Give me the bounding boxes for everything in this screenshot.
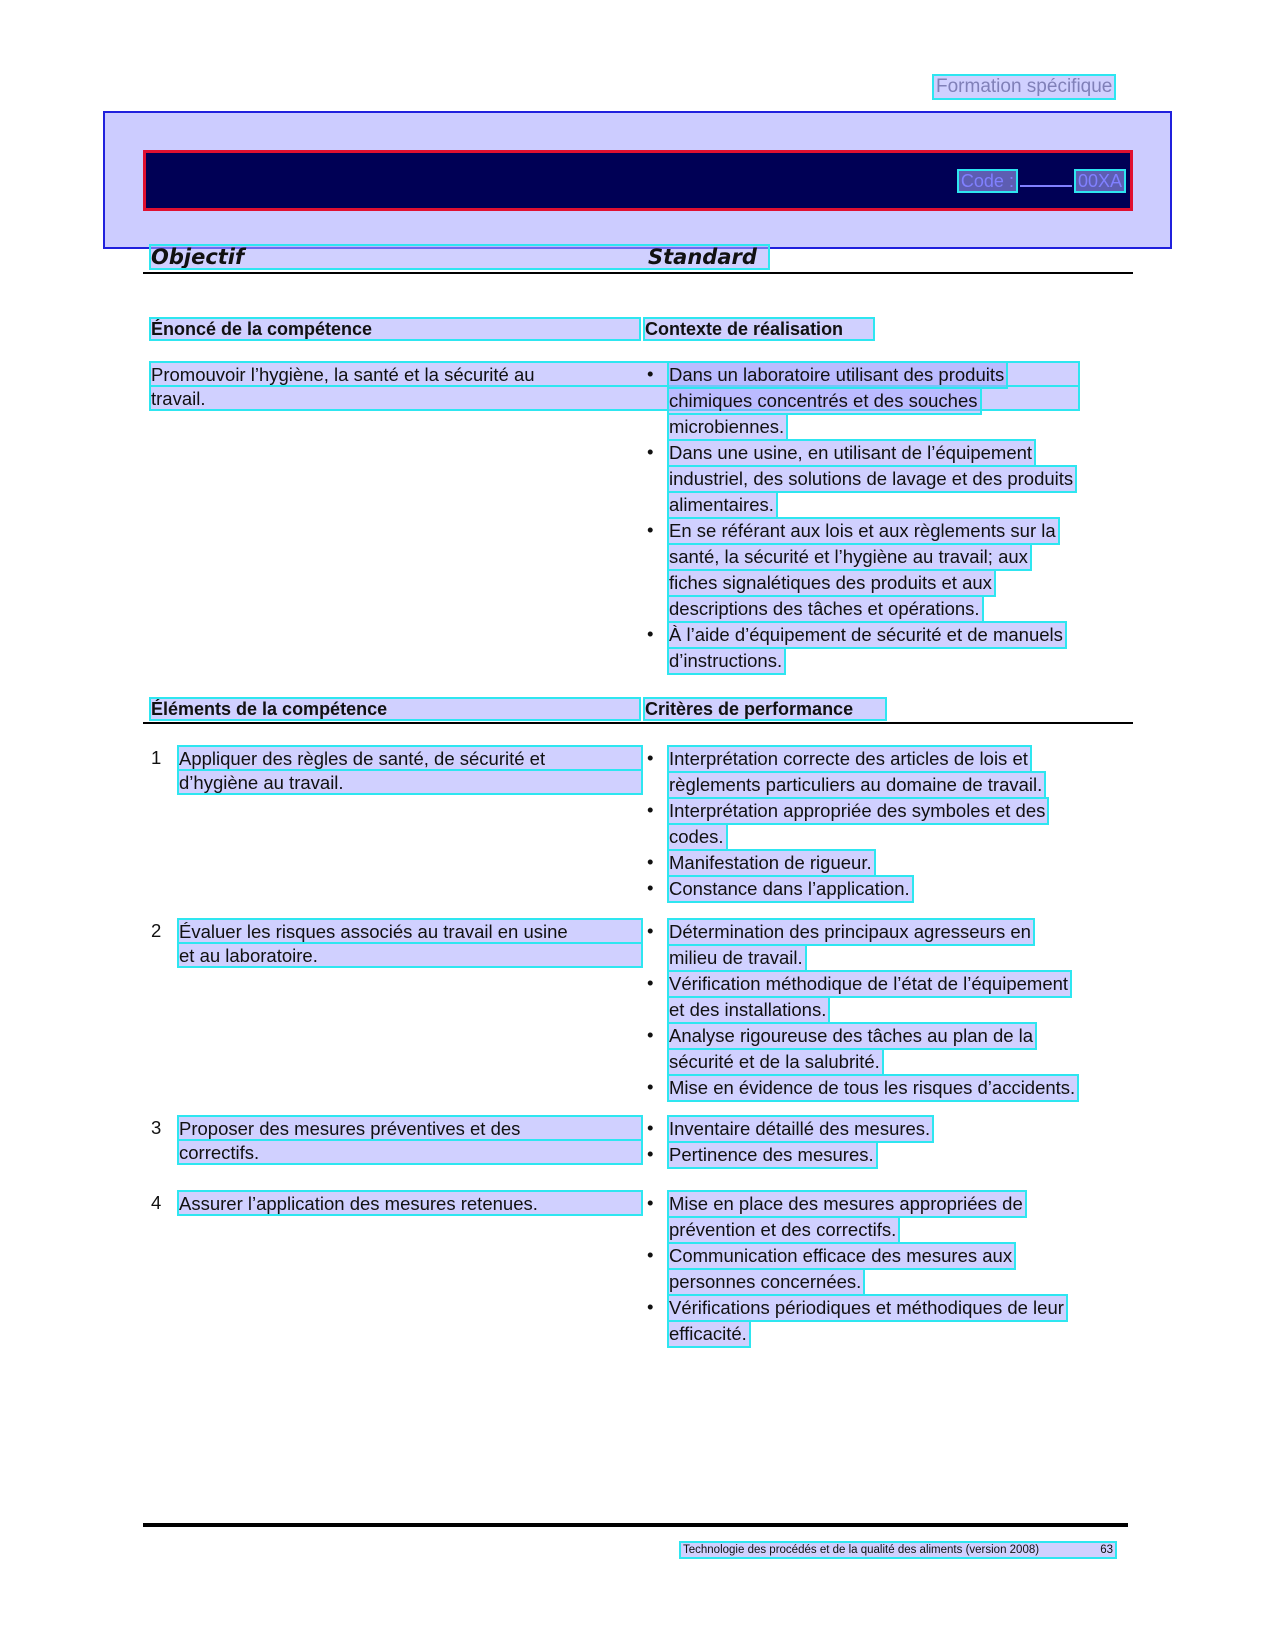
bullet-item	[647, 623, 1075, 673]
element-text	[179, 1192, 641, 1216]
bullet-item	[647, 1143, 932, 1167]
code-label: Code :	[960, 171, 1014, 191]
text-line: Dans un laboratoire utilisant des produits	[669, 364, 1005, 385]
bullet-item	[647, 1244, 1066, 1294]
bullet-icon: •	[647, 1143, 654, 1164]
bullet-icon: •	[647, 1024, 654, 1045]
objectif-heading	[151, 246, 768, 268]
contexte-title: Contexte de réalisation	[645, 319, 873, 339]
elements-title: Éléments de la compétence	[151, 699, 639, 719]
bullet-item	[647, 1076, 1077, 1100]
contexte-list	[647, 363, 1075, 675]
criteria-list	[647, 920, 1077, 1102]
text-line: En se référant aux lois et aux règlements sur la	[669, 520, 1056, 541]
element-number: 3	[151, 1117, 162, 1138]
footer	[681, 1543, 1115, 1557]
text-line: sécurité et de la salubrité.	[669, 1051, 880, 1072]
element-text	[179, 920, 641, 968]
footer-rule	[143, 1523, 1128, 1527]
bullet-icon: •	[647, 519, 654, 540]
text-line: Interprétation appropriée des symboles et des	[669, 800, 1046, 821]
text-line: alimentaires.	[669, 494, 774, 515]
objectif-label: Objectif	[151, 245, 245, 269]
bullet-icon: •	[647, 363, 654, 384]
elements-divider	[143, 722, 1133, 724]
text-line: fiches signalétiques des produits et aux	[669, 572, 992, 593]
text-line: travail.	[151, 387, 1078, 409]
text-line: chimiques concentrés et des souches	[669, 390, 978, 411]
text-line: et au laboratoire.	[179, 944, 641, 966]
text-line: Constance dans l’application.	[669, 878, 910, 899]
bullet-item	[647, 877, 1047, 901]
text-line: descriptions des tâches et opérations.	[669, 598, 980, 619]
code-field	[959, 171, 1124, 191]
bullet-icon: •	[647, 920, 654, 941]
bullet-icon: •	[647, 851, 654, 872]
text-line: Manifestation de rigueur.	[669, 852, 872, 873]
bullet-item	[647, 363, 1075, 439]
text-line: Proposer des mesures préventives et des	[179, 1117, 641, 1139]
text-line: Vérifications périodiques et méthodiques de leur	[669, 1297, 1064, 1318]
text-line: personnes concernées.	[669, 1271, 862, 1292]
text-line: À l’aide d’équipement de sécurité et de manuels	[669, 624, 1063, 645]
text-line: Pertinence des mesures.	[669, 1144, 874, 1165]
code-bar	[143, 150, 1133, 211]
text-line: correctifs.	[179, 1141, 641, 1163]
bullet-icon: •	[647, 972, 654, 993]
standard-label: Standard	[648, 245, 757, 269]
element-text	[179, 1117, 641, 1165]
text-line: d’instructions.	[669, 650, 783, 671]
text-line: santé, la sécurité et l’hygiène au travail; aux	[669, 546, 1028, 567]
text-line: industriel, des solutions de lavage et des produits	[669, 468, 1074, 489]
criteria-list	[647, 747, 1047, 903]
page-number: 63	[1100, 1544, 1113, 1556]
text-line: Appliquer des règles de santé, de sécurité et	[179, 747, 641, 769]
bullet-icon: •	[647, 1076, 654, 1097]
text-line: Évaluer les risques associés au travail en usine	[179, 920, 641, 942]
text-line: codes.	[669, 826, 724, 847]
footer-title: Technologie des procédés et de la qualité des aliments (version 2008)	[683, 1544, 1040, 1556]
section-divider	[143, 272, 1133, 274]
text-line: Analyse rigoureuse des tâches au plan de la	[669, 1025, 1034, 1046]
bullet-item	[647, 1192, 1066, 1242]
bullet-item	[647, 920, 1077, 970]
text-line: efficacité.	[669, 1323, 747, 1344]
text-line: prévention et des correctifs.	[669, 1219, 897, 1240]
text-line: d’hygiène au travail.	[179, 771, 641, 793]
bullet-item	[647, 972, 1077, 1022]
text-line: Inventaire détaillé des mesures.	[669, 1118, 931, 1139]
bullet-item	[647, 441, 1075, 517]
program-label: Formation spécifique	[936, 76, 1113, 97]
text-line: Mise en évidence de tous les risques d’accidents.	[669, 1077, 1076, 1098]
bullet-icon: •	[647, 623, 654, 644]
bullet-icon: •	[647, 1244, 654, 1265]
text-line: règlements particuliers au domaine de travail.	[669, 774, 1043, 795]
text-line: Détermination des principaux agresseurs en	[669, 921, 1031, 942]
text-line: Communication efficace des mesures aux	[669, 1245, 1013, 1266]
text-line: Dans une usine, en utilisant de l’équipement	[669, 442, 1033, 463]
bullet-item	[647, 1296, 1066, 1346]
element-number: 1	[151, 747, 162, 768]
bullet-icon: •	[647, 1296, 654, 1317]
bullet-icon: •	[647, 1192, 654, 1213]
criteria-title: Critères de performance	[645, 699, 885, 719]
text-line: Interprétation correcte des articles de lois et	[669, 748, 1028, 769]
bullet-icon: •	[647, 441, 654, 462]
bullet-item	[647, 799, 1047, 849]
criteria-list	[647, 1192, 1066, 1348]
bullet-item	[647, 1117, 932, 1141]
text-line: Vérification méthodique de l’état de l’équipement	[669, 973, 1069, 994]
competence-statement	[151, 363, 639, 411]
criteria-list	[647, 1117, 932, 1169]
text-line: milieu de travail.	[669, 947, 803, 968]
bullet-item	[647, 1024, 1077, 1074]
element-number: 4	[151, 1192, 162, 1213]
bullet-item	[647, 519, 1075, 621]
text-line: Mise en place des mesures appropriées de	[669, 1193, 1023, 1214]
element-number: 2	[151, 920, 162, 941]
element-text	[179, 747, 641, 795]
bullet-icon: •	[647, 799, 654, 820]
text-line: microbiennes.	[669, 416, 785, 437]
bullet-icon: •	[647, 1117, 654, 1138]
text-line: Promouvoir l’hygiène, la santé et la sécurité au	[151, 363, 1078, 385]
bullet-icon: •	[647, 747, 654, 768]
enonce-title: Énoncé de la compétence	[151, 319, 639, 339]
bullet-icon: •	[647, 877, 654, 898]
bullet-item	[647, 851, 1047, 875]
text-line: et des installations.	[669, 999, 827, 1020]
text-line: Assurer l’application des mesures retenues.	[179, 1192, 641, 1214]
code-separator	[1020, 171, 1072, 187]
code-value: 00XA	[1077, 171, 1122, 191]
bullet-item	[647, 747, 1047, 797]
